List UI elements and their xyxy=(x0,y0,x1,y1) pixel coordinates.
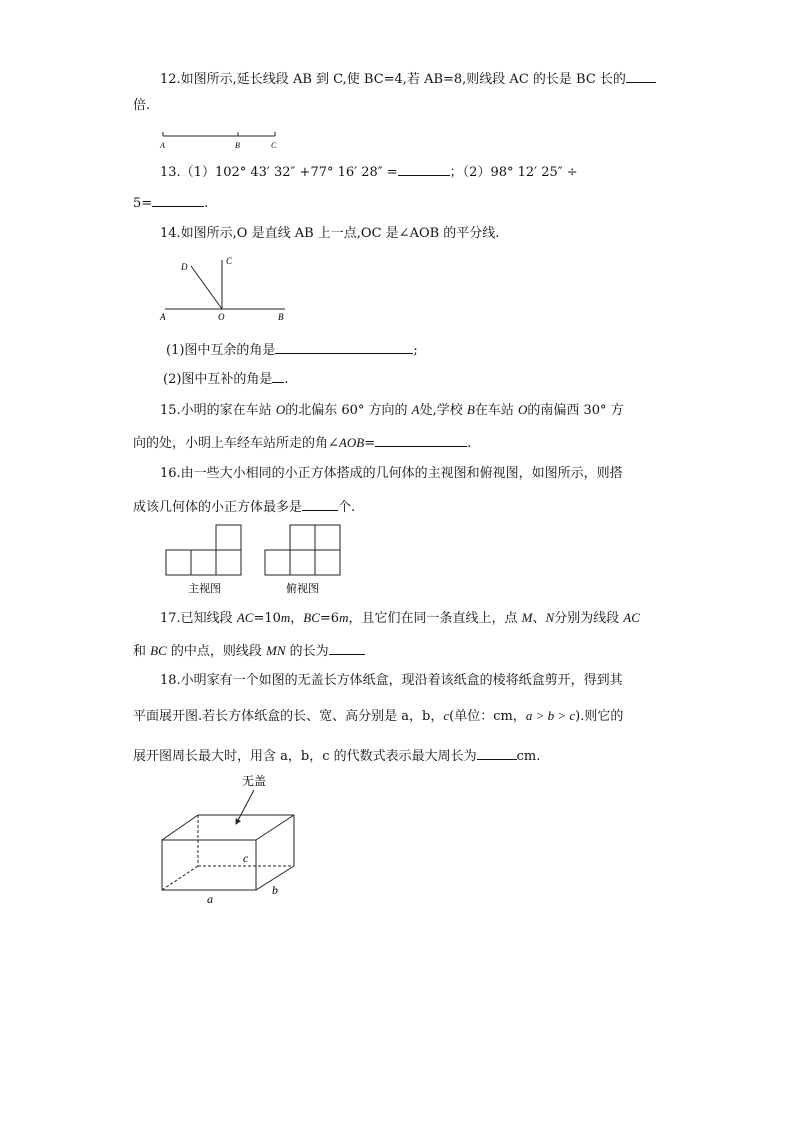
q13-part2: ；（2）98° 12′ 25″ ÷ xyxy=(449,165,578,180)
q16-answer-blank[interactable] xyxy=(302,496,338,511)
q18-var-c: c xyxy=(443,708,450,723)
front-view xyxy=(166,525,241,575)
front-cell xyxy=(216,550,241,575)
q18-line2 xyxy=(133,707,623,726)
q12-segment-figure xyxy=(155,126,285,150)
q12-text-end: 倍. xyxy=(133,98,151,113)
top-cell xyxy=(315,550,340,575)
q15-text-a: 15.小明的家在车站 xyxy=(160,403,276,418)
q12-line2 xyxy=(133,97,150,115)
q18-inequality: a > b > c xyxy=(525,708,576,723)
q14-sub2-blank[interactable] xyxy=(272,368,284,383)
q17-text-c: ， xyxy=(290,611,304,626)
q18-unit: cm. xyxy=(516,749,541,764)
q18-text3: (单位：cm， xyxy=(449,709,526,724)
label-d: D xyxy=(181,262,188,272)
q14-text: 14.如图所示,O 是直线 AB 上一点,OC 是∠AOB 的平分线. xyxy=(160,226,500,241)
dim-b-label: b xyxy=(272,883,278,897)
q17-text-e: ，且它们在同一条直线上，点 xyxy=(348,611,522,626)
no-lid-label: 无盖 xyxy=(242,774,267,788)
q18-box-figure xyxy=(150,770,320,910)
q18-text4: ).则它的 xyxy=(575,709,624,724)
q13-line2 xyxy=(133,192,208,213)
q15-eq: = xyxy=(364,436,376,451)
q17-var-ac2: AC xyxy=(623,610,640,625)
ray-od xyxy=(191,266,222,309)
q17-text-a: 17.已知线段 xyxy=(160,611,237,626)
q15-text-c: 处,学校 xyxy=(419,403,467,418)
q17-line2 xyxy=(133,640,365,661)
q17-text-g: 分别为线段 xyxy=(554,611,624,626)
top-view-caption: 俯视图 xyxy=(286,583,319,595)
box-edge xyxy=(162,815,198,840)
q17-text-i: 的中点，则线段 xyxy=(166,644,267,659)
q15-text-d: 在车站 xyxy=(474,403,518,418)
q13-end: . xyxy=(204,196,209,211)
q13-part1: 13.（1）102° 43′ 32″ +77° 16′ 28″ = xyxy=(160,165,398,180)
q14-sub2-text: (2)图中互补的角是 xyxy=(163,372,273,387)
q14-sub1-blank[interactable] xyxy=(275,339,413,354)
q17-line1 xyxy=(160,609,640,628)
label-arrow xyxy=(236,790,254,824)
q17-var-mn: MN xyxy=(266,643,286,658)
box-edge xyxy=(256,815,294,840)
q18-answer-blank[interactable] xyxy=(477,745,517,760)
label-b: B xyxy=(278,312,284,322)
q18-line3 xyxy=(133,745,540,766)
q13-line1 xyxy=(160,161,578,182)
q17-text-f: 、 xyxy=(532,611,546,626)
label-b: B xyxy=(235,141,240,150)
q17-var-m: M xyxy=(521,610,533,625)
label-a: A xyxy=(160,141,165,150)
q14-stem xyxy=(160,225,499,243)
box-front-face xyxy=(162,840,256,890)
q18-line1 xyxy=(160,672,623,690)
q14-sub2-end: . xyxy=(284,372,289,387)
label-a: A xyxy=(160,312,166,322)
front-cell xyxy=(166,550,191,575)
q15-line1 xyxy=(160,401,624,420)
q17-var-ac: AC xyxy=(236,610,254,625)
q12-answer-blank[interactable] xyxy=(626,68,656,83)
q16-line2 xyxy=(133,496,355,517)
top-cell xyxy=(290,525,315,550)
q14-sub1-text: (1)图中互余的角是 xyxy=(166,343,276,358)
q15-var-aob: AOB xyxy=(338,435,365,450)
box-hidden-edge xyxy=(162,866,198,890)
q17-text-h: 和 xyxy=(133,644,151,659)
q17-unit1: m xyxy=(280,610,291,625)
front-cell xyxy=(191,550,216,575)
dim-a-label: a xyxy=(207,892,213,906)
q14-sub2 xyxy=(163,368,289,389)
q15-end: . xyxy=(467,436,472,451)
q17-var-n: N xyxy=(545,610,555,625)
top-cell xyxy=(265,550,290,575)
q15-text-b: 的北偏东 60° 方向的 xyxy=(285,403,412,418)
front-cell xyxy=(216,525,241,550)
q14-sub1-end: ; xyxy=(413,343,418,358)
q13-answer1-blank[interactable] xyxy=(398,161,450,176)
top-view xyxy=(265,525,340,575)
q17-text-d: =6 xyxy=(319,611,340,626)
q17-answer-blank[interactable] xyxy=(329,640,365,655)
q16-line1 xyxy=(160,465,623,483)
q15-answer-blank[interactable] xyxy=(375,432,467,447)
q15-text-e: 的南偏西 30° 方 xyxy=(527,403,624,418)
q16-views-figure xyxy=(160,522,360,600)
q16-end: 个. xyxy=(338,500,356,515)
q15-text-f: 向的处，小明上车经车站所走的角∠ xyxy=(133,436,339,451)
q18-text2: 平面展开图.若长方体纸盒的长、宽、高分别是 a，b， xyxy=(133,709,444,724)
q15-var-a: A xyxy=(411,402,420,417)
label-c: C xyxy=(226,256,233,266)
dim-c-label: c xyxy=(243,851,249,865)
q18-text5: 展开图周长最大时，用含 a，b，c 的代数式表示最大周长为 xyxy=(133,749,477,764)
top-cell xyxy=(290,550,315,575)
q15-var-o: O xyxy=(275,402,286,417)
q13-answer2-blank[interactable] xyxy=(152,192,204,207)
q17-unit2: m xyxy=(339,610,349,625)
q16-text2: 成该几何体的小正方体最多是 xyxy=(133,500,303,515)
label-o: O xyxy=(218,312,225,322)
label-c: C xyxy=(271,141,277,150)
q17-text-j: 的长为 xyxy=(285,644,329,659)
q15-line2 xyxy=(133,432,471,453)
top-cell xyxy=(315,525,340,550)
q12-line1 xyxy=(160,68,656,89)
q15-var-o2: O xyxy=(517,402,528,417)
q16-text: 16.由一些大小相同的小正方体搭成的几何体的主视图和俯视图，如图所示，则搭 xyxy=(160,466,623,481)
q14-angle-figure xyxy=(155,252,295,324)
q17-var-bc2: BC xyxy=(150,643,167,658)
q17-var-bc: BC xyxy=(303,610,320,625)
q18-text: 18.小明家有一个如图的无盖长方体纸盒，现沿着该纸盒的棱将纸盒剪开，得到其 xyxy=(160,673,623,688)
q12-text: 12.如图所示,延长线段 AB 到 C,使 BC=4,若 AB=8,则线段 AC 的长是 BC 长的 xyxy=(160,72,626,87)
q14-sub1 xyxy=(166,339,418,360)
front-view-caption: 主视图 xyxy=(188,583,221,595)
q17-text-b: =10 xyxy=(253,611,281,626)
q13-part2-cont: 5= xyxy=(133,196,153,211)
q15-var-b: B xyxy=(466,402,475,417)
